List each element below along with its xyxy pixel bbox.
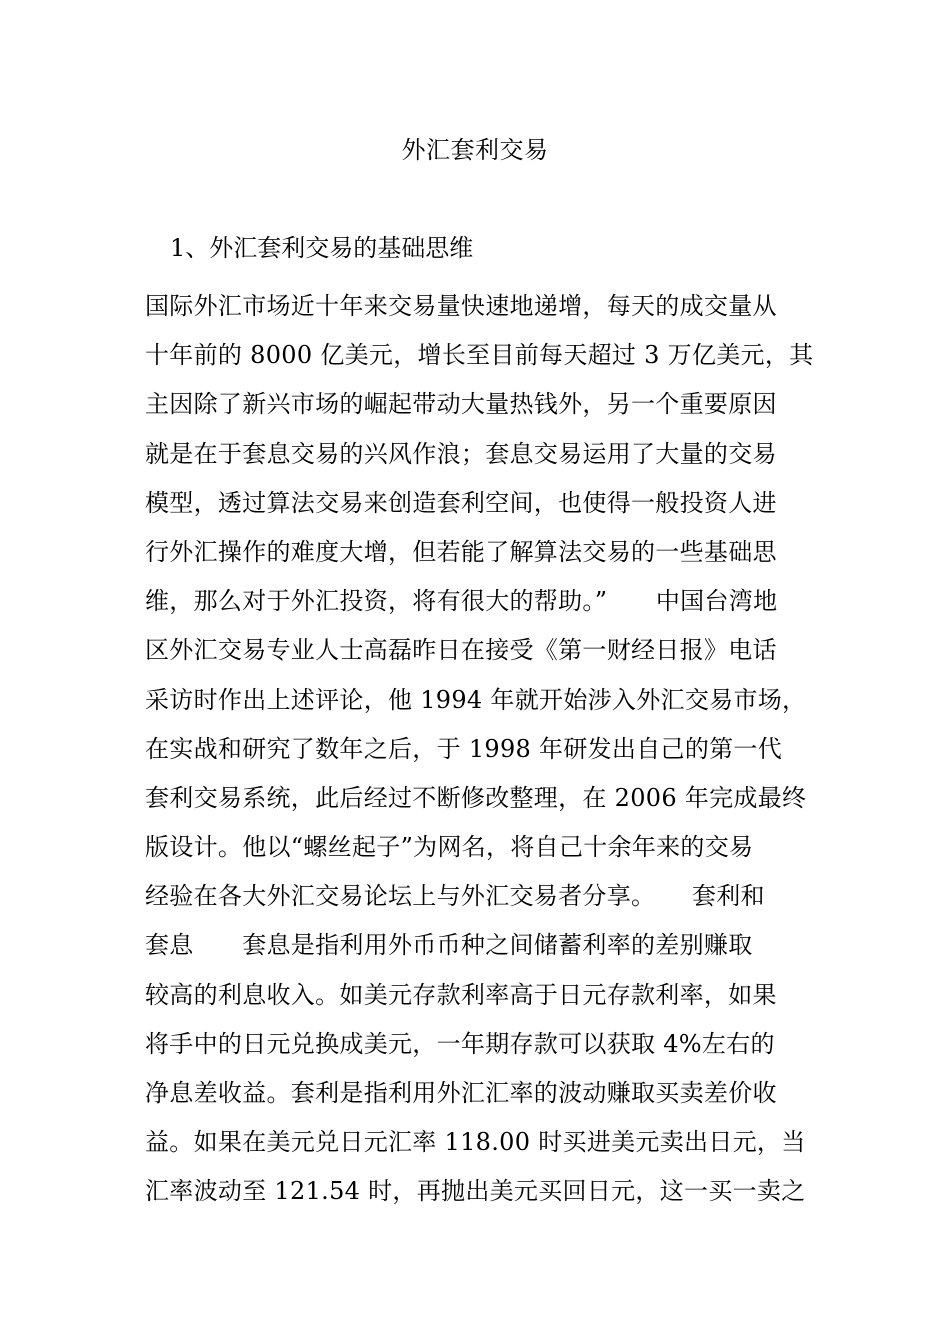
paragraph-line: 十年前的 8000 亿美元，增长至目前每天超过 3 万亿美元，其 <box>145 341 814 370</box>
paragraph-line: 主因除了新兴市场的崛起带动大量热钱外，另一个重要原因 <box>145 390 777 419</box>
paragraph-line: 采访时作出上述评论，他 1994 年就开始涉入外汇交易市场， <box>145 685 807 714</box>
paragraph-line: 行外汇操作的难度大增，但若能了解算法交易的一些基础思 <box>145 537 777 566</box>
paragraph-line: 经验在各大外汇交易论坛上与外汇交易者分享。 套利和 <box>145 882 765 911</box>
paragraph-line: 国际外汇市场近十年来交易量快速地递增，每天的成交量从 <box>145 292 777 320</box>
body-paragraph <box>145 282 815 1217</box>
paragraph-line: 在实战和研究了数年之后，于 1998 年研发出自己的第一代 <box>145 734 783 763</box>
paragraph-line: 较高的利息收入。如美元存款利率高于日元存款利率，如果 <box>145 980 777 1009</box>
paragraph-line: 益。如果在美元兑日元汇率 118.00 时买进美元卖出日元，当 <box>145 1128 806 1157</box>
paragraph-line: 就是在于套息交易的兴风作浪；套息交易运用了大量的交易 <box>145 439 777 468</box>
paragraph-line: 将手中的日元兑换成美元，一年期存款可以获取 4%左右的 <box>145 1029 775 1058</box>
document-title: 外汇套利交易 <box>401 136 549 164</box>
paragraph-line: 模型，透过算法交易来创造套利空间，也使得一般投资人进 <box>145 488 777 517</box>
paragraph-line: 版设计。他以“螺丝起子”为网名，将自己十余年来的交易 <box>145 833 754 862</box>
paragraph-line: 区外汇交易专业人士高磊昨日在接受《第一财经日报》电话 <box>145 636 777 665</box>
paragraph-line: 汇率波动至 121.54 时，再抛出美元买回日元，这一买一卖之 <box>145 1177 806 1206</box>
paragraph-line: 套息 套息是指利用外币币种之间储蓄利率的差别赚取 <box>145 931 753 960</box>
paragraph-line: 套利交易系统，此后经过不断修改整理，在 2006 年完成最终 <box>145 783 807 812</box>
paragraph-line: 净息差收益。套利是指利用外汇汇率的波动赚取买卖差价收 <box>145 1079 777 1107</box>
paragraph-line: 维，那么对于外汇投资，将有很大的帮助。” 中国台湾地 <box>145 587 778 616</box>
section-heading: 1、外汇套利交易的基础思维 <box>170 234 474 262</box>
